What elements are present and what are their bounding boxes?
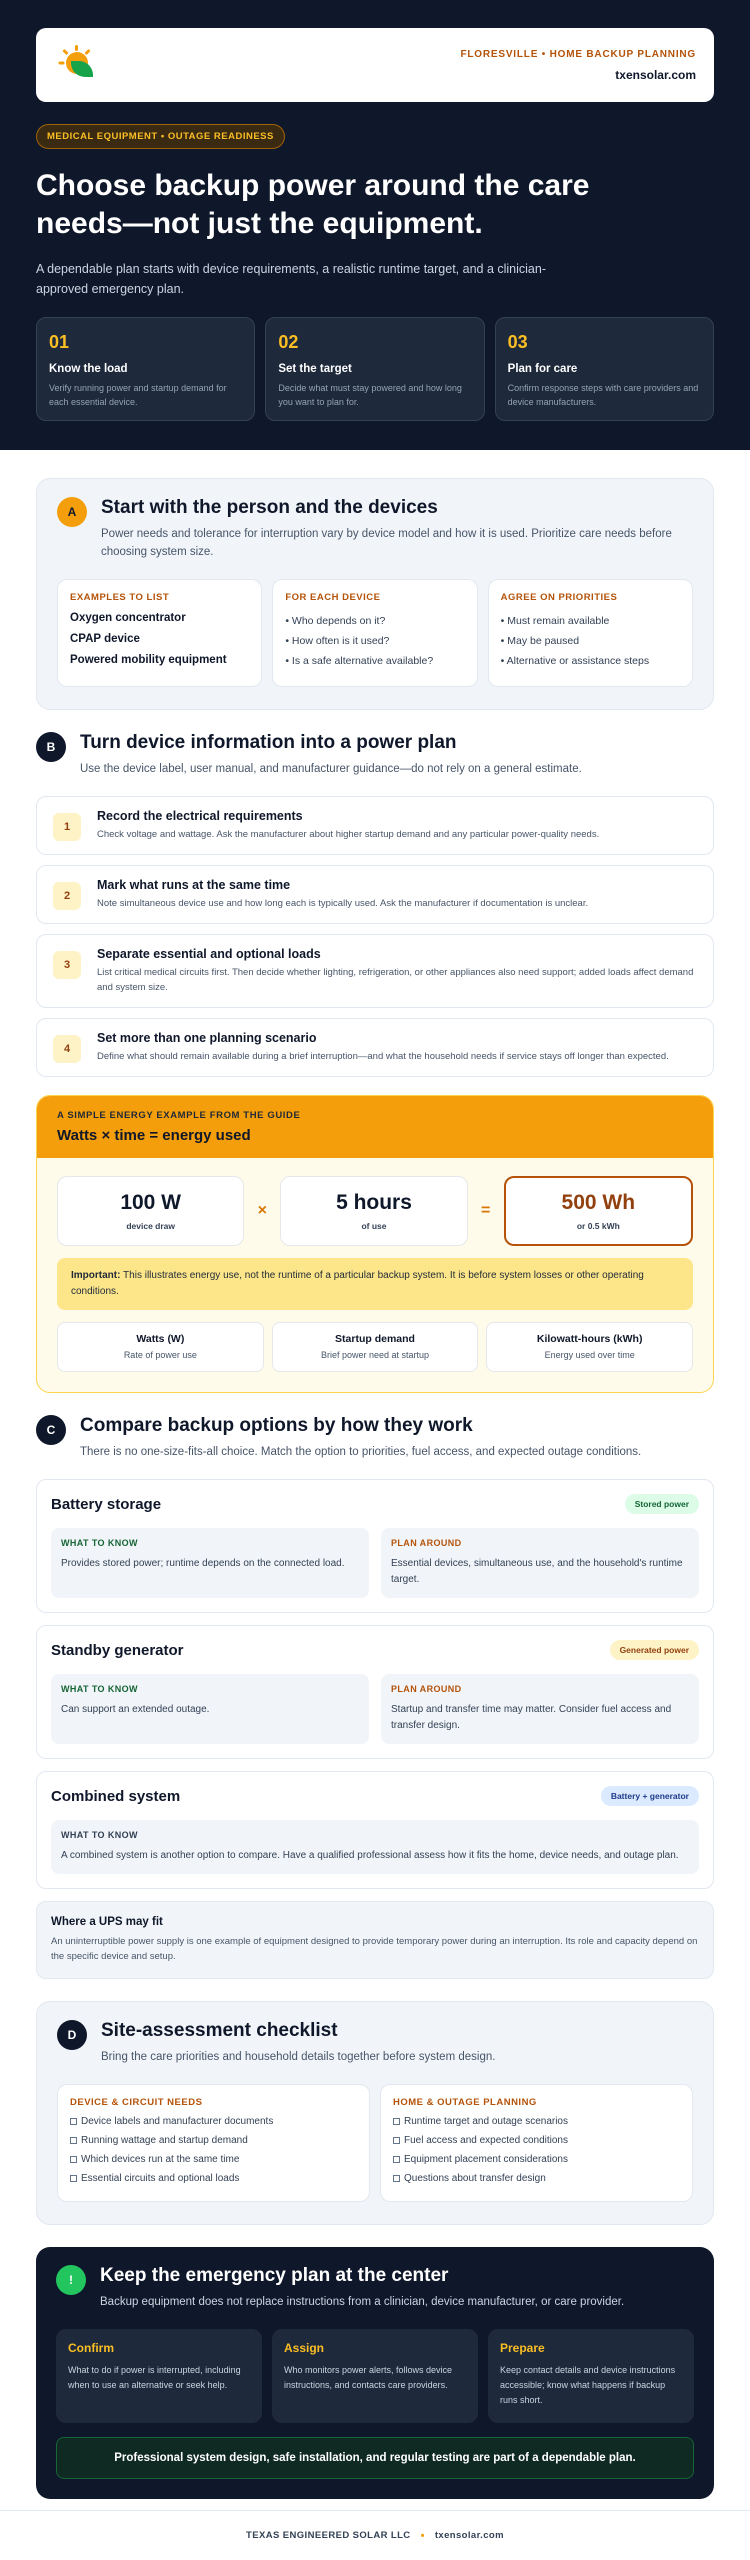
energy-equation bbox=[57, 1176, 693, 1246]
section-a bbox=[36, 478, 714, 710]
energy-note bbox=[57, 1258, 693, 1310]
section-badge: B bbox=[36, 732, 66, 762]
step-number: 01 bbox=[49, 332, 70, 352]
emergency-col-title: Prepare bbox=[500, 2341, 545, 2355]
what-to-know bbox=[51, 1528, 369, 1598]
emergency-col-desc: Who monitors power alerts, follows device instructions, and contacts care providers. bbox=[284, 2365, 453, 2390]
card-caption: EXAMPLES TO LIST bbox=[70, 592, 170, 603]
checkbox-icon[interactable] bbox=[393, 2118, 400, 2125]
step-desc: Confirm response steps with care providers and device manufacturers. bbox=[507, 383, 699, 407]
step-title: Record the electrical requirements bbox=[97, 809, 303, 823]
step-title: Set the target bbox=[278, 363, 352, 375]
hero-badge: MEDICAL EQUIPMENT • OUTAGE READINESS bbox=[36, 124, 285, 149]
hero-lead: A dependable plan starts with device requirements, a realistic runtime target, and a clinician-approved emergency plan. bbox=[36, 262, 546, 296]
checkbox-icon[interactable] bbox=[70, 2175, 77, 2182]
footer-company: TEXAS ENGINEERED SOLAR LLC bbox=[246, 2530, 411, 2541]
section-header bbox=[57, 497, 693, 561]
unit-title: Watts (W) bbox=[136, 1333, 185, 1345]
ups-title: Where a UPS may fit bbox=[51, 1916, 163, 1928]
emergency-plan bbox=[36, 2247, 714, 2499]
checklist-label: Which devices run at the same time bbox=[81, 2154, 240, 2165]
step-title: Know the load bbox=[49, 363, 128, 375]
brand-info bbox=[460, 49, 696, 82]
main-content bbox=[0, 450, 750, 2499]
col-caption: PLAN AROUND bbox=[391, 1538, 462, 1548]
equals-sign: = bbox=[480, 1202, 491, 1219]
note-text: This illustrates energy use, not the runtime of a particular backup system. It is before system losses or other operating conditions. bbox=[71, 1270, 644, 1297]
option-generator bbox=[36, 1625, 714, 1759]
step-number: 3 bbox=[53, 951, 81, 979]
checkbox-icon[interactable] bbox=[70, 2137, 77, 2144]
unit-definitions bbox=[57, 1322, 693, 1372]
emergency-confirm bbox=[56, 2329, 262, 2423]
step-title: Separate essential and optional loads bbox=[97, 947, 321, 961]
energy-body bbox=[37, 1158, 713, 1392]
checklist-label: Running wattage and startup demand bbox=[81, 2135, 248, 2146]
result-value: 500 Wh bbox=[561, 1191, 636, 1214]
checklist-label: Runtime target and outage scenarios bbox=[404, 2116, 568, 2127]
sun-leaf-logo-icon[interactable] bbox=[62, 48, 96, 82]
section-badge: D bbox=[57, 2020, 87, 2050]
hero-step-card bbox=[36, 317, 255, 421]
checkbox-icon[interactable] bbox=[70, 2118, 77, 2125]
step-title: Plan for care bbox=[507, 363, 578, 375]
card-caption: AGREE ON PRIORITIES bbox=[500, 592, 618, 603]
brand-site-link[interactable]: txensolar.com bbox=[615, 67, 696, 82]
unit-card bbox=[57, 1322, 264, 1372]
col-desc: A combined system is another option to compare. Have a qualified professional assess how it fits the home, device needs, and outage plan. bbox=[61, 1850, 679, 1861]
section-badge: A bbox=[57, 497, 87, 527]
unit-desc: Rate of power use bbox=[123, 1350, 197, 1360]
col-caption: WHAT TO KNOW bbox=[61, 1830, 138, 1840]
ups-note bbox=[36, 1901, 714, 1979]
unit-desc: Energy used over time bbox=[544, 1350, 635, 1360]
plan-step bbox=[36, 865, 714, 924]
checklist-item[interactable] bbox=[393, 2173, 680, 2184]
watts-label: device draw bbox=[126, 1221, 175, 1231]
step-number: 2 bbox=[53, 882, 81, 910]
section-title: Compare backup options by how they work bbox=[80, 1415, 473, 1436]
time-value: 5 hours bbox=[336, 1191, 412, 1214]
hero bbox=[0, 0, 750, 450]
device-cards bbox=[57, 579, 693, 687]
section-header bbox=[36, 1415, 714, 1461]
footer bbox=[0, 2510, 750, 2560]
device-example: Powered mobility equipment bbox=[70, 654, 227, 666]
section-title: Site-assessment checklist bbox=[101, 2020, 338, 2041]
section-subtitle: Backup equipment does not replace instructions from a clinician, device manufacturer, or care provider. bbox=[100, 2296, 625, 2308]
list-item: • Must remain available bbox=[500, 615, 610, 627]
section-subtitle: Power needs and tolerance for interruption vary by device model and how it is used. Prioritize care needs before choosing system size. bbox=[101, 528, 672, 558]
unit-card bbox=[272, 1322, 479, 1372]
watts-value: 100 W bbox=[120, 1191, 182, 1214]
step-number: 4 bbox=[53, 1035, 81, 1063]
list-item: • May be paused bbox=[500, 635, 580, 647]
step-title: Mark what runs at the same time bbox=[97, 878, 291, 892]
footer-separator: • bbox=[420, 2529, 425, 2542]
step-title: Set more than one planning scenario bbox=[97, 1031, 317, 1045]
energy-example bbox=[36, 1095, 714, 1393]
section-subtitle: Bring the care priorities and household details together before system design. bbox=[101, 2051, 496, 2063]
card-caption: FOR EACH DEVICE bbox=[285, 592, 381, 603]
option-tag: Stored power bbox=[625, 1494, 699, 1514]
device-example: Oxygen concentrator bbox=[70, 612, 186, 624]
option-combined bbox=[36, 1771, 714, 1889]
emergency-col-desc: What to do if power is interrupted, including when to use an alternative or seek help. bbox=[68, 2365, 241, 2390]
unit-card bbox=[486, 1322, 693, 1372]
step-desc: Check voltage and wattage. Ask the manufacturer about higher startup demand and any particular power-quality needs. bbox=[97, 829, 600, 840]
checkbox-icon[interactable] bbox=[393, 2137, 400, 2144]
plan-steps bbox=[36, 796, 714, 1077]
step-number: 03 bbox=[507, 332, 528, 352]
result-box bbox=[504, 1176, 693, 1246]
hero-steps bbox=[36, 317, 714, 421]
for-each-device-card bbox=[272, 579, 477, 687]
emergency-assign bbox=[272, 2329, 478, 2423]
list-item: • How often is it used? bbox=[285, 635, 390, 647]
plan-step bbox=[36, 796, 714, 855]
section-b bbox=[36, 732, 714, 1077]
what-to-know bbox=[51, 1674, 369, 1744]
ups-desc: An uninterruptible power supply is one example of equipment designed to provide temporary power during an interruption. Its role and capacity depend on the specific device and setup. bbox=[51, 1936, 698, 1962]
energy-title: Watts × time = energy used bbox=[57, 1127, 251, 1144]
list-item: • Who depends on it? bbox=[285, 615, 386, 627]
checklist-label: Essential circuits and optional loads bbox=[81, 2173, 240, 2184]
list-item: • Is a safe alternative available? bbox=[285, 655, 434, 667]
plan-step bbox=[36, 934, 714, 1008]
checklist-label: Fuel access and expected conditions bbox=[404, 2135, 568, 2146]
checklist-item[interactable] bbox=[70, 2116, 357, 2127]
section-d bbox=[36, 2001, 714, 2225]
checklist-item[interactable] bbox=[393, 2154, 680, 2165]
col-desc: Provides stored power; runtime depends on the connected load. bbox=[61, 1558, 345, 1569]
option-tag: Battery + generator bbox=[601, 1786, 699, 1806]
col-caption: WHAT TO KNOW bbox=[61, 1684, 138, 1694]
checklist-item[interactable] bbox=[70, 2154, 357, 2165]
what-to-know bbox=[51, 1820, 699, 1874]
examples-card bbox=[57, 579, 262, 687]
option-title: Battery storage bbox=[51, 1495, 162, 1513]
section-subtitle: Use the device label, user manual, and manufacturer guidance—do not rely on a general estimate. bbox=[80, 763, 582, 775]
unit-desc: Brief power need at startup bbox=[320, 1350, 430, 1360]
section-header bbox=[36, 732, 714, 778]
checkbox-icon[interactable] bbox=[393, 2175, 400, 2182]
hero-step-card bbox=[495, 317, 714, 421]
checklist-columns bbox=[57, 2084, 693, 2202]
checklist-item[interactable] bbox=[393, 2116, 680, 2127]
section-title: Start with the person and the devices bbox=[101, 497, 438, 518]
unit-title: Kilowatt-hours (kWh) bbox=[536, 1333, 643, 1345]
col-desc: Startup and transfer time may matter. Consider fuel access and transfer design. bbox=[391, 1704, 672, 1731]
step-desc: Note simultaneous device use and how long each is typically used. Ask the manufacturer if documentation is unclear. bbox=[97, 898, 589, 909]
section-subtitle: There is no one-size-fits-all choice. Match the option to priorities, fuel access, and expected outage conditions. bbox=[80, 1446, 642, 1458]
top-bar bbox=[36, 28, 714, 102]
step-desc: Define what should remain available during a brief interruption—and what the household needs if service stays off longer than expected. bbox=[97, 1051, 669, 1062]
list-item: • Alternative or assistance steps bbox=[500, 655, 650, 667]
section-title: Turn device information into a power plan bbox=[80, 732, 457, 753]
checkbox-icon[interactable] bbox=[393, 2156, 400, 2163]
emergency-banner: Professional system design, safe installation, and regular testing are part of a dependable plan. bbox=[56, 2437, 694, 2479]
emergency-prepare bbox=[488, 2329, 694, 2423]
step-desc: Decide what must stay powered and how long you want to plan for. bbox=[278, 383, 462, 407]
checklist-item[interactable] bbox=[393, 2135, 680, 2146]
option-title: Combined system bbox=[51, 1787, 181, 1805]
section-badge: C bbox=[36, 1415, 66, 1445]
unit-title: Startup demand bbox=[335, 1333, 415, 1345]
option-tag: Generated power bbox=[610, 1640, 699, 1660]
brand-tagline: FLORESVILLE • HOME BACKUP PLANNING bbox=[460, 48, 696, 60]
checklist-label: Equipment placement considerations bbox=[404, 2154, 568, 2165]
plan-step bbox=[36, 1018, 714, 1077]
plan-around bbox=[381, 1674, 699, 1744]
section-c bbox=[36, 1415, 714, 1979]
step-number: 1 bbox=[53, 813, 81, 841]
section-title: Keep the emergency plan at the center bbox=[100, 2265, 449, 2286]
emergency-col-title: Assign bbox=[284, 2341, 325, 2355]
page-title: Choose backup power around the care needs—not just the equipment. bbox=[36, 169, 590, 240]
option-title: Standby generator bbox=[51, 1641, 184, 1659]
checklist-item[interactable] bbox=[70, 2135, 357, 2146]
time-box bbox=[280, 1176, 467, 1246]
watts-box bbox=[57, 1176, 244, 1246]
section-header bbox=[57, 2020, 693, 2066]
col-caption: WHAT TO KNOW bbox=[61, 1538, 138, 1548]
section-header bbox=[56, 2265, 694, 2311]
device-example: CPAP device bbox=[70, 633, 140, 645]
emergency-col-desc: Keep contact details and device instructions accessible; know what happens if backup runs short. bbox=[500, 2365, 676, 2405]
footer-site-link[interactable]: txensolar.com bbox=[434, 2530, 504, 2541]
col-caption: PLAN AROUND bbox=[391, 1684, 462, 1694]
hero-step-card bbox=[265, 317, 484, 421]
checklist-caption: HOME & OUTAGE PLANNING bbox=[393, 2097, 537, 2108]
checklist-home-planning bbox=[380, 2084, 693, 2202]
step-desc: Verify running power and startup demand for each essential device. bbox=[49, 383, 227, 407]
energy-caption: A SIMPLE ENERGY EXAMPLE FROM THE GUIDE bbox=[57, 1110, 301, 1121]
note-strong: Important: bbox=[71, 1270, 121, 1281]
checklist-caption: DEVICE & CIRCUIT NEEDS bbox=[70, 2097, 203, 2108]
step-number: 02 bbox=[278, 332, 299, 352]
checkbox-icon[interactable] bbox=[70, 2156, 77, 2163]
time-label: of use bbox=[361, 1221, 387, 1231]
checklist-label: Questions about transfer design bbox=[404, 2173, 546, 2184]
plan-around bbox=[381, 1528, 699, 1598]
option-battery bbox=[36, 1479, 714, 1613]
emergency-col-title: Confirm bbox=[68, 2341, 114, 2355]
step-desc: List critical medical circuits first. Then decide whether lighting, refrigeration, or other appliances also need support; added loads affect demand and system size. bbox=[97, 967, 694, 993]
checklist-device-needs bbox=[57, 2084, 370, 2202]
multiply-sign: × bbox=[257, 1202, 267, 1219]
priorities-card bbox=[488, 579, 693, 687]
col-desc: Essential devices, simultaneous use, and the household's runtime target. bbox=[391, 1558, 683, 1585]
checklist-item[interactable] bbox=[70, 2173, 357, 2184]
checklist-label: Device labels and manufacturer documents bbox=[81, 2116, 274, 2127]
col-desc: Can support an extended outage. bbox=[61, 1704, 210, 1715]
energy-header bbox=[37, 1096, 713, 1158]
result-label: or 0.5 kWh bbox=[576, 1221, 620, 1231]
alert-icon: ! bbox=[56, 2265, 86, 2295]
emergency-columns bbox=[56, 2329, 694, 2423]
